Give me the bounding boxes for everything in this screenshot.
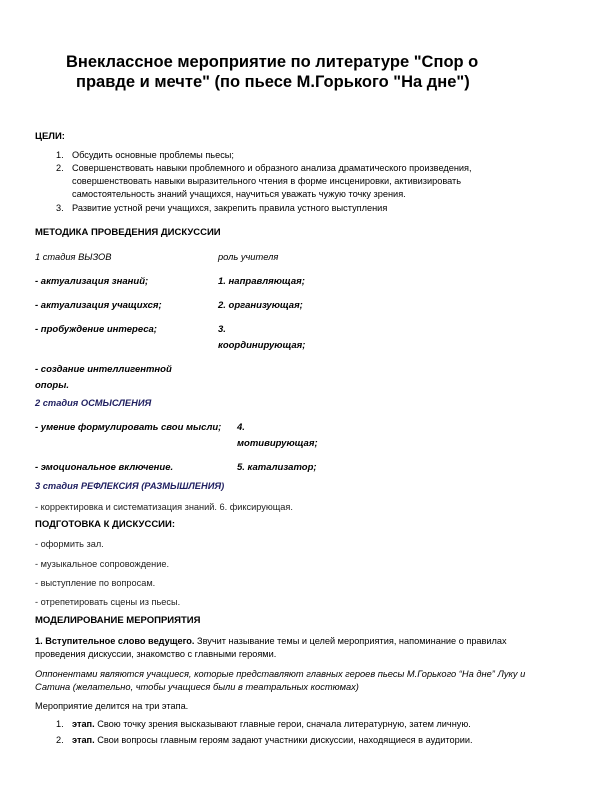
method-left-item: опоры. — [35, 380, 69, 391]
method-left-item: - умение формулировать свои мысли; — [35, 422, 222, 433]
method-right-item: 5. катализатор; — [237, 462, 317, 473]
intro-paragraph-line-2: проведения дискуссии, знакомство с главными героями. — [35, 649, 277, 659]
page-title-line-1: Внеклассное мероприятие по литературе "Спор о — [66, 53, 479, 71]
prep-heading: ПОДГОТОВКА К ДИСКУССИИ: — [35, 519, 176, 530]
page-title-line-2: правде и мечте" (по пьесе М.Горького "На дне") — [76, 73, 470, 91]
method-left-item: - актуализация учащихся; — [35, 300, 162, 311]
intro-paragraph-bold: 1. Вступительное слово ведущего. — [35, 636, 195, 646]
method-right-item: мотивирующая; — [237, 438, 318, 449]
stage-item — [72, 735, 473, 745]
stage-number: 1. — [56, 719, 64, 729]
goal-text: совершенствовать навыки выразительного чтения в форме инсценировки, активизировать — [72, 176, 462, 186]
stage-item-text: Свои вопросы главным героям задают участники дискуссии, находящиеся в аудитории. — [94, 735, 473, 745]
goal-text: Совершенствовать навыки проблемного и образного анализа драматического произведения, — [72, 163, 472, 173]
goal-number: 2. — [56, 163, 64, 173]
stage-item-bold: этап. — [72, 735, 95, 745]
stage-number: 2. — [56, 735, 64, 745]
prep-item: - выступление по вопросам. — [35, 578, 156, 588]
stages-intro: Мероприятие делится на три этапа. — [35, 701, 189, 711]
method-reflection-item: - корректировка и систематизация знаний. 6. фиксирующая. — [35, 502, 293, 512]
stage-1-label: 1 стадия ВЫЗОВ — [35, 252, 112, 262]
method-right-item: 3. — [218, 324, 226, 335]
intro-paragraph-line-1 — [35, 636, 507, 646]
stage-item — [72, 719, 471, 729]
prep-item: - оформить зал. — [35, 539, 104, 549]
stage-item-bold: этап. — [72, 719, 95, 729]
goal-text: Развитие устной речи учащихся, закрепить правила устного выступления — [72, 203, 388, 213]
opponents-paragraph-line-2: Сатина (желательно, чтобы учащиеся были в театральных костюмах) — [35, 682, 359, 692]
goal-text: самостоятельность знаний учащихся, научиться уважать чужую точку зрения. — [72, 189, 406, 199]
method-right-item: 1. направляющая; — [218, 276, 305, 287]
method-left-item: - актуализация знаний; — [35, 276, 149, 287]
method-right-item: координирующая; — [218, 340, 306, 351]
method-left-item: - эмоциональное включение. — [35, 462, 174, 473]
method-right-item: 2. организующая; — [218, 300, 303, 311]
method-left-item: - пробуждение интереса; — [35, 324, 157, 335]
stage-3-label: 3 стадия РЕФЛЕКСИЯ (РАЗМЫШЛЕНИЯ) — [35, 481, 225, 491]
opponents-paragraph-line-1: Оппонентами являются учащиеся, которые представляют главных героев пьесы М.Горького “На дне” Луку и — [35, 669, 526, 679]
prep-item: - отрепетировать сцены из пьесы. — [35, 597, 181, 607]
prep-item: - музыкальное сопровождение. — [35, 559, 170, 569]
stage-item-text: Свою точку зрения высказывают главные герои, сначала литературную, затем личную. — [94, 719, 471, 729]
stage-2-label: 2 стадия ОСМЫСЛЕНИЯ — [35, 398, 152, 408]
intro-paragraph-rest: Звучит называние темы и целей мероприятия, напоминание о правилах — [194, 636, 507, 646]
method-left-item: - создание интеллигентной — [35, 364, 172, 375]
model-heading: МОДЕЛИРОВАНИЕ МЕРОПРИЯТИЯ — [35, 615, 201, 626]
method-heading: МЕТОДИКА ПРОВЕДЕНИЯ ДИСКУССИИ — [35, 227, 221, 238]
teacher-role-label: роль учителя — [218, 252, 279, 262]
goal-number: 1. — [56, 150, 64, 160]
goals-heading: ЦЕЛИ: — [35, 131, 65, 142]
goal-text: Обсудить основные проблемы пьесы; — [72, 150, 234, 160]
method-right-item: 4. — [237, 422, 245, 433]
goal-number: 3. — [56, 203, 64, 213]
